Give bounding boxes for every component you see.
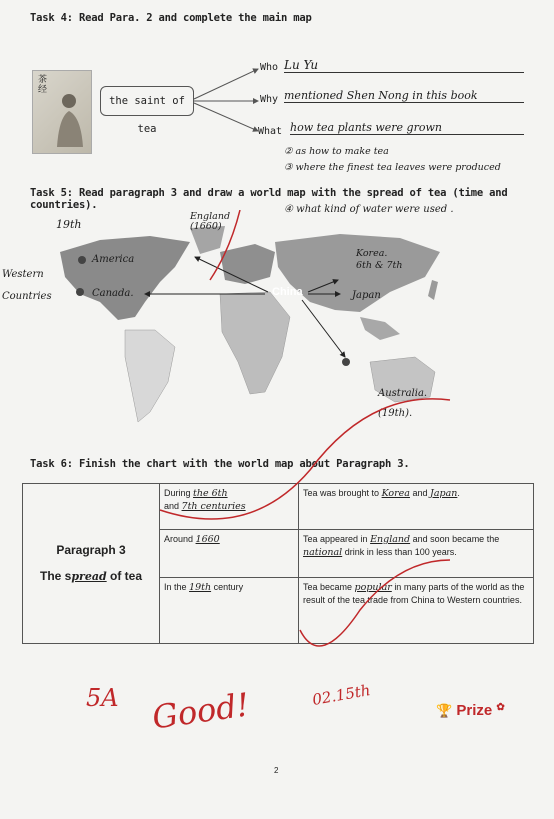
who-label: Who — [260, 62, 279, 73]
topic-answer: pread — [71, 570, 107, 583]
teacher-checkmarks — [150, 210, 490, 670]
scholar-figure-icon — [33, 71, 91, 153]
grade-comment: Good! — [149, 685, 252, 737]
what-note-3: ③ where the finest tea leaves were produced — [284, 162, 501, 173]
who-answer: Lu Yu — [284, 58, 524, 73]
book-title-chars: 茶 经 — [38, 75, 48, 95]
label-19th: 19th — [56, 218, 82, 231]
task5-title: Task 5: Read paragraph 3 and draw a world map with the spread of tea (time and countries). — [30, 187, 508, 211]
what-cell: Tea was brought to Korea and Japan. — [299, 484, 534, 530]
bow-icon: ✿ — [496, 702, 505, 713]
chart-row-header — [23, 484, 160, 644]
topic-label: The spread of tea — [40, 569, 142, 583]
label-canada: Canada. — [92, 288, 134, 299]
label-australia: Australia. (19th). — [378, 388, 428, 419]
why-label: Why — [260, 94, 279, 105]
paragraph-label: Paragraph 3 — [56, 543, 126, 557]
why-answer: mentioned Shen Nong in this book — [284, 89, 524, 103]
label-western-countries: Western Countries — [2, 269, 52, 302]
label-england: England (1660) — [190, 211, 231, 232]
tea-classic-image — [32, 70, 92, 154]
grade-date: 02.15th — [310, 681, 372, 709]
prize-stamp: 🏆 Prize ✿ — [436, 702, 505, 719]
page-number: 2 — [274, 766, 279, 775]
trophy-icon: 🏆 — [436, 703, 453, 718]
task4-title: Task 4: Read Para. 2 and complete the main map — [30, 12, 312, 24]
when-cell: In the 19th century — [160, 578, 299, 644]
when-cell: During the 6th and 7th centuries — [160, 484, 299, 530]
china-label: China — [272, 286, 303, 298]
when-cell: Around 1660 — [160, 530, 299, 578]
what-cell: Tea appeared in England and soon became the national drink in less than 100 years. — [299, 530, 534, 578]
marker-canada — [76, 288, 84, 296]
task6-title: Task 6: Finish the chart with the world map about Paragraph 3. — [30, 458, 410, 470]
what-note-4: ④ what kind of water were used . — [284, 204, 454, 215]
center-node: the saint of tea — [100, 86, 194, 116]
label-korea: Korea. 6th & 7th — [356, 248, 403, 271]
label-japan: Japan — [352, 290, 381, 301]
label-america: America — [92, 254, 135, 265]
marker-america — [78, 256, 86, 264]
what-note-2: ② as how to make tea — [284, 146, 389, 157]
grade-score: 5A — [86, 684, 119, 712]
what-cell: Tea became popular in many parts of the world as the result of the tea trade from China to Western countries. — [299, 578, 534, 644]
what-label: What — [258, 126, 283, 137]
what-answer: how tea plants were grown — [290, 121, 524, 135]
